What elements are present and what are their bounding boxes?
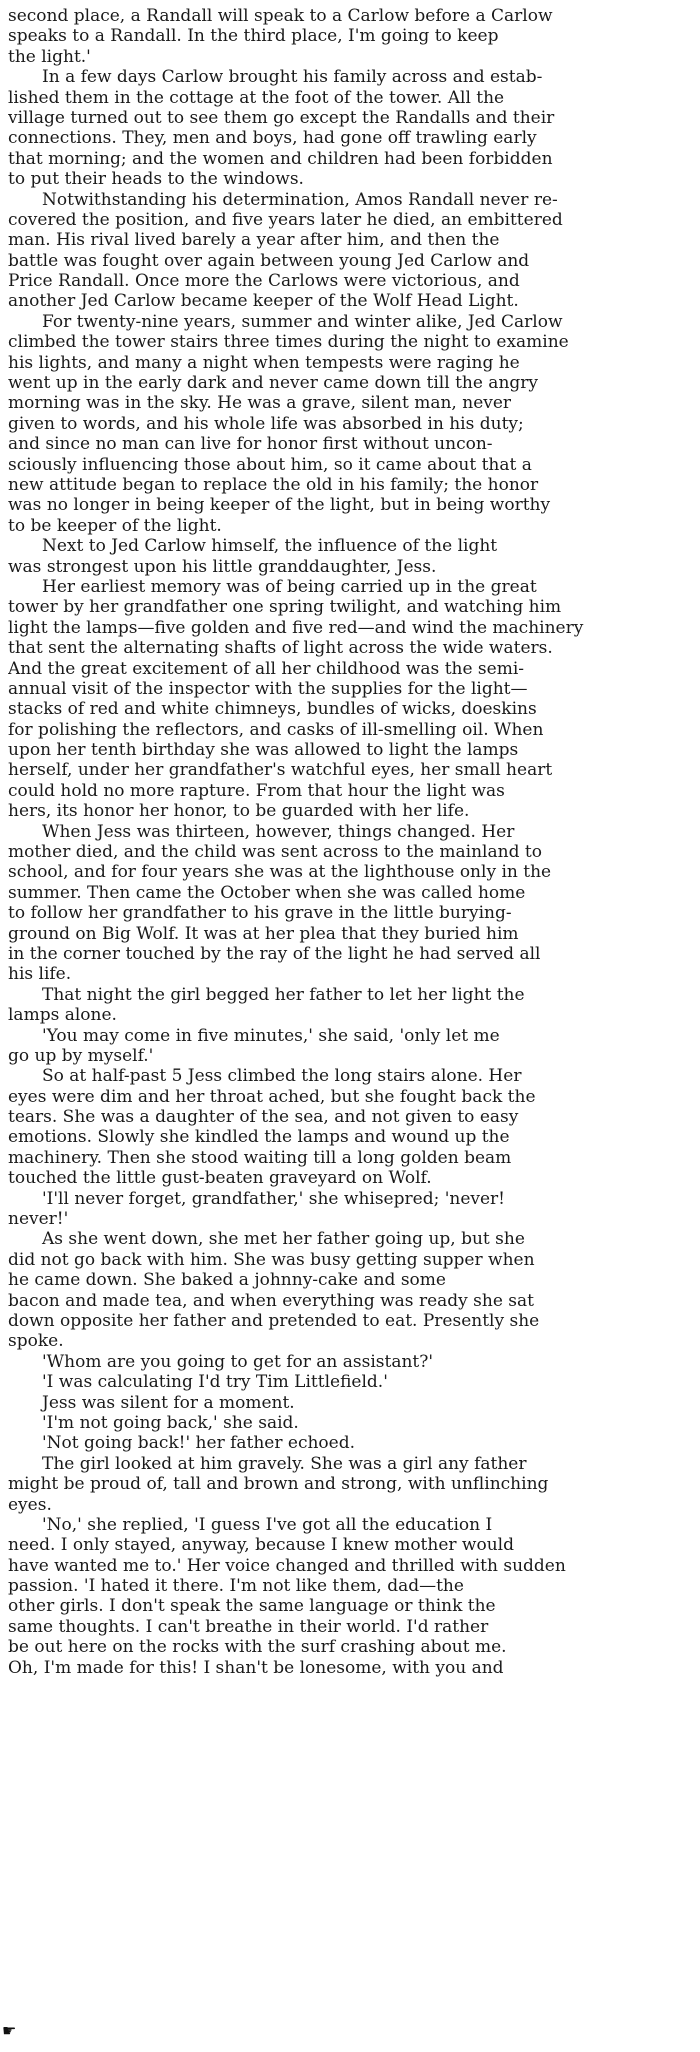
text-line: summer. Then came the October when she was called home (8, 882, 526, 903)
text-line: down opposite her father and pretended to eat. Presently she (8, 1311, 540, 1331)
text-line: 'I was calculating I'd try Tim Littlefield.' (42, 1372, 388, 1393)
text-line: did not go back with him. She was busy getting supper when (8, 1249, 535, 1270)
text-line: same thoughts. I can't breathe in their world. I'd rather (8, 1616, 489, 1637)
text-line: for polishing the reflectors, and casks of ill-smelling oil. When (8, 719, 544, 740)
text-line: went up in the early dark and never came down till the angry (8, 373, 539, 394)
text-line: battle was fought over again between young Jed Carlow and (8, 250, 530, 271)
text-line: to follow her grandfather to his grave in the little burying- (8, 903, 512, 924)
text-line: go up by myself.' (8, 1045, 154, 1066)
text-line: And the great excitement of all her childhood was the semi- (8, 658, 525, 679)
text-line: school, and for four years she was at the lighthouse only in the (8, 862, 552, 883)
text-line: was strongest upon his little granddaughter, Jess. (8, 556, 437, 577)
text-line: might be proud of, tall and brown and strong, with unflinching (8, 1474, 549, 1495)
text-line: have wanted me to.' Her voice changed and thrilled with sudden (8, 1555, 566, 1576)
text-line: his life. (8, 964, 72, 985)
text-line: and since no man can live for honor first without uncon- (8, 434, 493, 455)
text-line: to be keeper of the light. (8, 515, 222, 536)
text-line: herself, under her grandfather's watchful eyes, her small heart (8, 760, 553, 781)
paragraph (8, 67, 692, 189)
text-line: tower by her grandfather one spring twilight, and watching him (8, 597, 562, 618)
text-line: covered the position, and five years later he died, an embittered (8, 209, 563, 230)
text-line: annual visit of the inspector with the supplies for the light— (8, 678, 528, 699)
text-line: second place, a Randall will speak to a Carlow before a Carlow (8, 6, 553, 26)
text-line: ground on Big Wolf. It was at her plea that they buried him (8, 923, 519, 944)
text-line: need. I only stayed, anyway, because I knew mother would (8, 1535, 514, 1556)
text-line: stacks of red and white chimneys, bundles of wicks, doeskins (8, 699, 537, 720)
paragraph (8, 577, 692, 822)
text-line: Jess was silent for a moment. (42, 1392, 295, 1413)
paragraph (8, 822, 692, 985)
text-line: passion. 'I hated it there. I'm not like them, dad—the (8, 1576, 464, 1597)
text-line: given to words, and his whole life was absorbed in his duty; (8, 413, 524, 434)
text-line: that sent the alternating shafts of light across the wide waters. (8, 638, 553, 659)
text-line: to put their heads to the windows. (8, 169, 304, 190)
paragraph (8, 1189, 692, 1230)
text-line: be out here on the rocks with the surf crashing about me. (8, 1637, 507, 1658)
paragraph (8, 1515, 692, 1678)
pointing-hand-icon: ☛ (2, 2021, 17, 2040)
text-line: machinery. Then she stood waiting till a long golden beam (8, 1147, 512, 1168)
paragraph (8, 6, 692, 67)
text-line: emotions. Slowly she kindled the lamps and wound up the (8, 1127, 510, 1148)
text-line: As she went down, she met her father going up, but she (42, 1229, 525, 1250)
paragraph (8, 1413, 692, 1433)
text-line: spoke. (8, 1331, 64, 1352)
text-line: he came down. She baked a johnny-cake and some (8, 1270, 446, 1291)
text-line: that morning; and the women and children had been forbidden (8, 148, 553, 169)
text-line: never!' (8, 1209, 69, 1230)
text-line: connections. They, men and boys, had gone off trawling early (8, 128, 537, 149)
paragraph (8, 536, 692, 577)
text-line: So at half-past 5 Jess climbed the long stairs alone. Her (42, 1066, 522, 1087)
paragraph (8, 312, 692, 536)
paragraph (8, 190, 692, 312)
text-line: For twenty-nine years, summer and winter alike, Jed Carlow (42, 311, 563, 332)
paragraph (8, 985, 692, 1026)
text-line: new attitude began to replace the old in his family; the honor (8, 474, 539, 495)
text-line: 'You may come in five minutes,' she said, 'only let me (42, 1025, 500, 1046)
paragraph (8, 1066, 692, 1188)
text-line: upon her tenth birthday she was allowed to light the lamps (8, 740, 519, 761)
text-line: eyes. (8, 1494, 52, 1515)
paragraph (8, 1433, 692, 1453)
text-line: light the lamps—five golden and five red—and wind the machinery (8, 617, 584, 638)
text-line: Her earliest memory was of being carried up in the great (42, 576, 537, 597)
text-line: could hold no more rapture. From that hour the light was (8, 780, 505, 801)
paragraph (8, 1372, 692, 1392)
text-line: morning was in the sky. He was a grave, silent man, never (8, 393, 512, 414)
text-line: That night the girl begged her father to let her light the (42, 984, 525, 1005)
text-line: tears. She was a daughter of the sea, and not given to easy (8, 1107, 519, 1128)
text-line: 'Not going back!' her father echoed. (42, 1433, 356, 1454)
text-line: 'Whom are you going to get for an assistant?' (42, 1351, 434, 1372)
text-line: climbed the tower stairs three times during the night to examine (8, 332, 569, 353)
text-line: Next to Jed Carlow himself, the influence of the light (42, 536, 498, 557)
text-line: 'I'll never forget, grandfather,' she whisepred; 'never! (42, 1188, 506, 1209)
paragraph (8, 1352, 692, 1372)
paragraph (8, 1454, 692, 1515)
text-line: touched the little gust-beaten graveyard on Wolf. (8, 1168, 432, 1189)
text-line: bacon and made tea, and when everything was ready she sat (8, 1290, 534, 1311)
text-line: 'No,' she replied, 'I guess I've got all the education I (42, 1514, 493, 1535)
text-line: 'I'm not going back,' she said. (42, 1412, 299, 1433)
text-line: Price Randall. Once more the Carlows were victorious, and (8, 271, 520, 292)
text-line: in the corner touched by the ray of the light he had served all (8, 943, 541, 964)
text-line: lished them in the cottage at the foot of the tower. All the (8, 87, 505, 108)
text-line: Oh, I'm made for this! I shan't be lonesome, with you and (8, 1657, 504, 1678)
text-line: lamps alone. (8, 1005, 117, 1026)
text-line: his lights, and many a night when tempests were raging he (8, 352, 520, 373)
paragraph (8, 1393, 692, 1413)
paragraph (8, 1026, 692, 1067)
text-line: eyes were dim and her throat ached, but she fought back the (8, 1086, 536, 1107)
paragraph (8, 1229, 692, 1351)
text-line: another Jed Carlow became keeper of the Wolf Head Light. (8, 291, 519, 312)
text-line: When Jess was thirteen, however, things changed. Her (42, 821, 515, 842)
text-line: Notwithstanding his determination, Amos Randall never re- (42, 189, 558, 210)
text-line: The girl looked at him gravely. She was a girl any father (42, 1453, 527, 1474)
text-line: man. His rival lived barely a year after him, and then the (8, 230, 500, 251)
text-line: the light.' (8, 46, 91, 67)
text-line: sciously influencing those about him, so it came about that a (8, 454, 532, 475)
text-line: speaks to a Randall. In the third place, I'm going to keep (8, 26, 499, 47)
text-line: other girls. I don't speak the same language or think the (8, 1596, 496, 1617)
text-line: mother died, and the child was sent across to the mainland to (8, 842, 542, 863)
text-line: village turned out to see them go except the Randalls and their (8, 107, 555, 128)
text-line: hers, its honor her honor, to be guarded with her life. (8, 801, 470, 822)
text-line: was no longer in being keeper of the light, but in being worthy (8, 495, 551, 516)
text-line: In a few days Carlow brought his family across and estab- (42, 67, 543, 88)
